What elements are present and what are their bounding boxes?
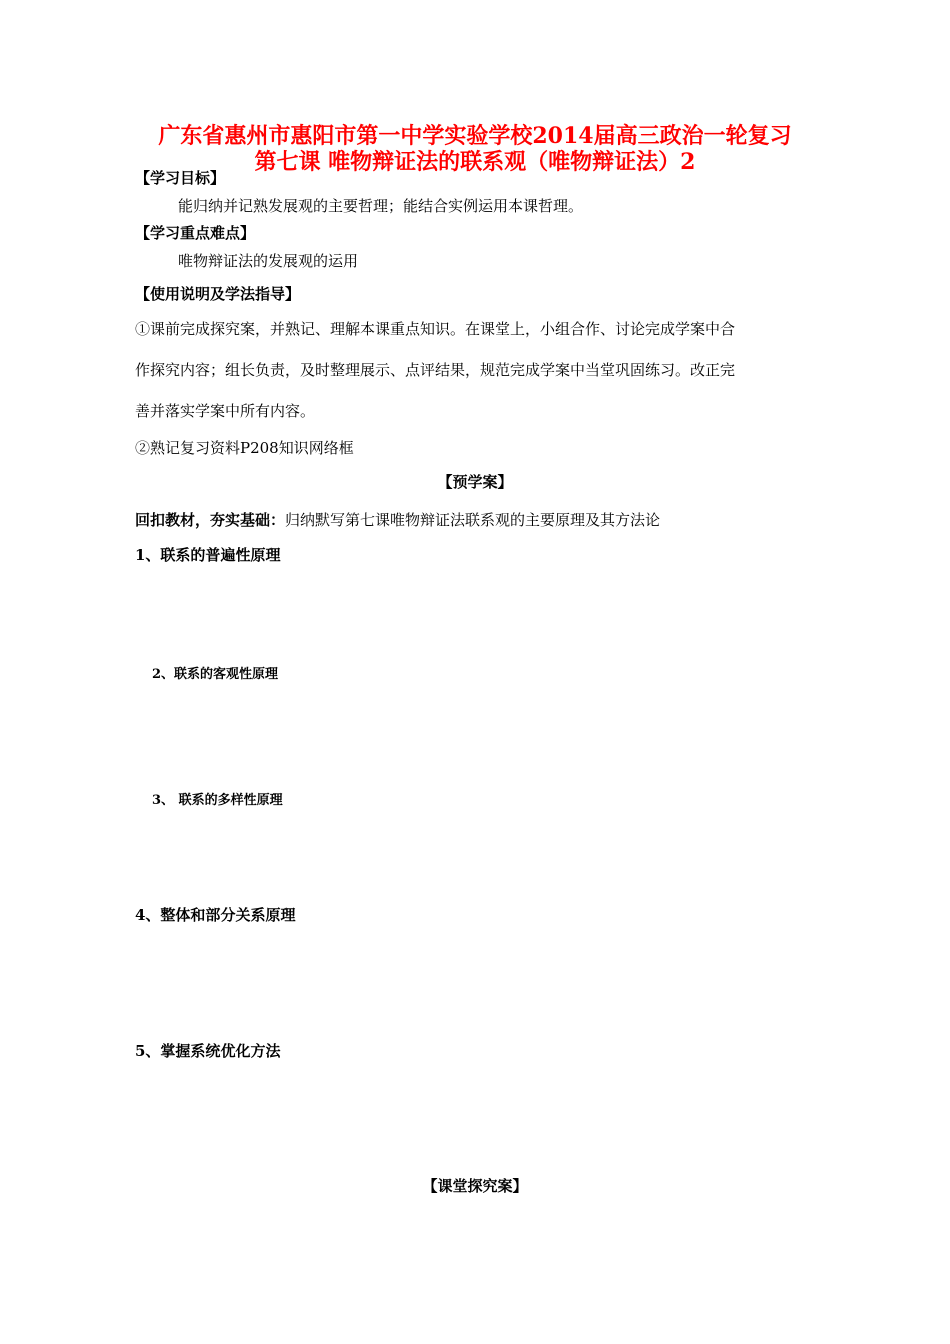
preview-item-2: 2、联系的客观性原理	[152, 667, 279, 682]
key-text: 唯物辩证法的发展观的运用	[178, 252, 359, 270]
usage-paragraph-line1: ①课前完成探究案，并熟记、理解本课重点知识。在课堂上，小组合作、讨论完成学案中合	[135, 320, 736, 338]
preview-intro-text: 归纳默写第七课唯物辩证法联系观的主要原理及其方法论	[285, 511, 661, 529]
usage-paragraph-2: ②熟记复习资料P208知识网络框	[135, 439, 354, 457]
preview-intro-bold: 回扣教材，夯实基础：	[135, 511, 286, 529]
preview-item-3: 3、 联系的多样性原理	[152, 793, 283, 808]
preview-item-1: 1、联系的普遍性原理	[135, 546, 281, 564]
goal-text: 能归纳并记熟发展观的主要哲理；能结合实例运用本课哲理。	[178, 197, 584, 215]
usage-header: 【使用说明及学法指导】	[135, 285, 301, 303]
document-title-line2: 第七课 唯物辩证法的联系观（唯物辩证法）2	[254, 149, 696, 175]
usage-paragraph-line3: 善并落实学案中所有内容。	[135, 402, 316, 420]
classroom-header: 【课堂探究案】	[422, 1177, 528, 1195]
usage-paragraph-line2: 作探究内容；组长负责，及时整理展示、点评结果，规范完成学案中当堂巩固练习。改正完	[135, 361, 736, 379]
preview-intro	[135, 510, 660, 530]
preview-item-4: 4、整体和部分关系原理	[135, 906, 296, 924]
preview-header: 【预学案】	[437, 473, 513, 491]
goal-header: 【学习目标】	[135, 169, 226, 187]
key-header: 【学习重点难点】	[135, 224, 256, 242]
document-title-line1: 广东省惠州市惠阳市第一中学实验学校2014届高三政治一轮复习	[158, 123, 792, 149]
preview-item-5: 5、掌握系统优化方法	[135, 1042, 281, 1060]
